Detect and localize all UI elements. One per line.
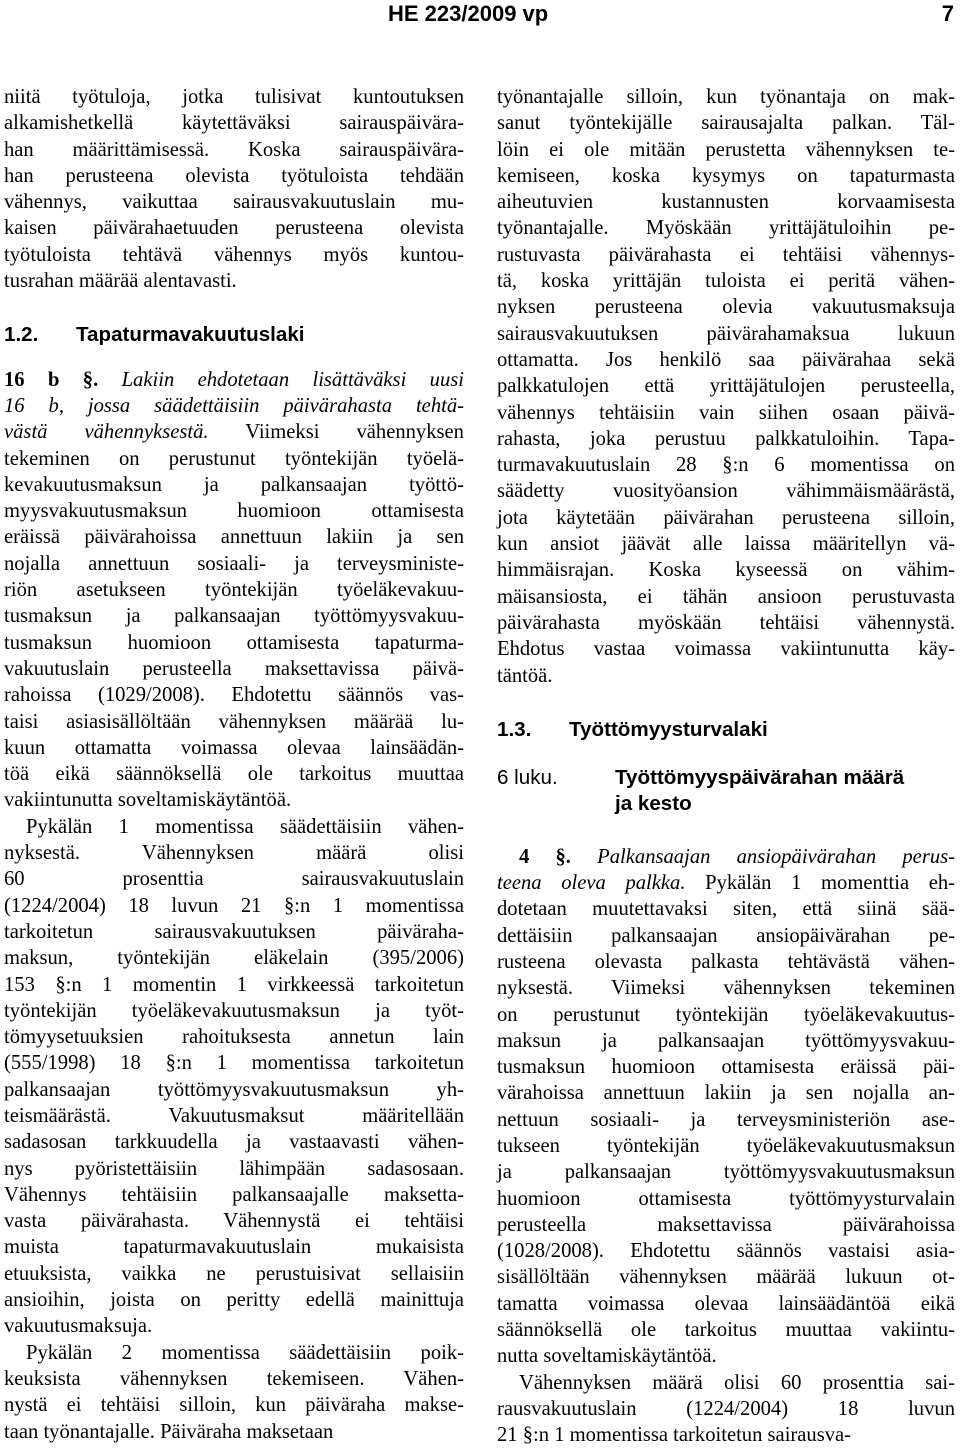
- text-line: himmäisrajan. Koska kyseessä on vähim-: [497, 559, 955, 582]
- text-line: tömyysetuuksien rahoituksesta annetun lain: [4, 1026, 464, 1049]
- chapter-title-line: Työttömyyspäivärahan määrä: [615, 766, 905, 790]
- paragraph-heading-italic: västä vähennyksestä.: [4, 421, 209, 444]
- text-line: säännöksellä ole tarkoitus muuttaa vakiintu-: [497, 1319, 955, 1342]
- text-line: niitä työtuloja, jotka tulisivat kuntoutuksen: [4, 86, 464, 108]
- left-column: [4, 84, 464, 1445]
- text-line: alkamishetkellä käytettäväksi sairauspäivära-: [4, 112, 464, 135]
- text-line: [497, 844, 955, 870]
- text-line: han määrittämisessä. Koska sairauspäivära-: [4, 138, 464, 161]
- paragraph-heading-italic: Palkansaajan ansiopäivärahan perus-: [570, 845, 956, 868]
- text-line: keuksista vähennyksen tekemiseen. Vähen-: [4, 1367, 464, 1390]
- paragraph-text: Pykälän 1 momenttia eh-: [685, 872, 955, 895]
- text-line: taan työnantajalle. Päiväraha maksetaan: [4, 1420, 334, 1443]
- text-line: vakuutuslain perusteella maksettavissa päivä-: [4, 657, 464, 680]
- paragraph-moment-2: [4, 1340, 464, 1445]
- text-line: nojalla annettuun sosiaali- ja terveysministe-: [4, 552, 464, 575]
- text-line: maksun ja palkansaajan työttömyysvakuu-: [497, 1029, 955, 1052]
- text-line: nettuun sosiaali- ja terveysministeriön ase-: [497, 1108, 955, 1131]
- text-line: ottamatta. Jos henkilö saa päivärahaa sekä: [497, 348, 955, 371]
- text-line: tekeminen on perustunut työntekijän työelä-: [4, 447, 464, 470]
- text-line: sadasosan tarkkuudella ja vastaavasti vähen-: [4, 1131, 464, 1154]
- text-line: han perusteena olevista työtuloista tehdään: [4, 164, 464, 187]
- text-line: värahoissa annettuun lakiin ja sen nojalla an-: [497, 1082, 955, 1105]
- section-title: Tapaturmavakuutuslaki: [76, 323, 305, 347]
- text-line: teismäärästä. Vakuutusmaksut määritellään: [4, 1104, 464, 1127]
- text-line: [497, 870, 955, 896]
- text-line: 153 §:n 1 momentin 1 virkkeessä tarkoitetun: [4, 973, 464, 996]
- paragraph-heading-italic: Lakiin ehdotetaan lisättäväksi uusi: [98, 368, 464, 391]
- text-line: mäisansiosta, ei tähän ansioon perustuvasta: [497, 585, 955, 608]
- text-line: tukseen työntekijän työeläkevakuutusmaksun: [497, 1134, 955, 1157]
- right-column: [497, 84, 955, 1449]
- text-line: (1224/2004) 18 luvun 21 §:n 1 momentissa: [4, 894, 464, 917]
- paragraph-body: [4, 446, 464, 814]
- text-line: löin ei ole mitään perustetta vähennyksen te-: [497, 138, 955, 161]
- page-header: [0, 0, 960, 40]
- text-line: vakuutusmaksuja.: [4, 1315, 153, 1338]
- text-line: nyksestä. Vähennyksen määrä olisi: [4, 842, 464, 865]
- paragraph-continued: [497, 84, 955, 689]
- paragraph-text: Viimeksi vähennyksen: [208, 421, 464, 444]
- paragraph-lead: 16 b §.: [4, 368, 99, 391]
- chapter-number: 6 luku.: [497, 766, 558, 790]
- text-line: päivärahasta myöskään tehtäisi vähennystä.: [497, 611, 955, 634]
- text-line: kuun ottamatta voimassa olevaa lainsäädän-: [4, 736, 464, 759]
- text-line: perusteella maksettavissa päivärahoissa: [497, 1213, 955, 1236]
- text-line: huomioon ottamisesta työttömyysturvalain: [497, 1187, 955, 1210]
- text-line: Ehdotus vastaa voimassa vakiintunutta käy-: [497, 638, 955, 661]
- text-line: rausvakuutuslain (1224/2004) 18 luvun: [497, 1397, 955, 1420]
- text-line: (1028/2008). Ehdotettu säännös vastaisi asia-: [497, 1240, 955, 1263]
- paragraph-4: [497, 844, 955, 1370]
- section-number: 1.2.: [4, 323, 39, 347]
- text-line: vähennys, vaikuttaa sairausvakuutuslain mu-: [4, 191, 464, 214]
- text-line: myysvakuutusmaksun huomioon ottamisesta: [4, 500, 464, 523]
- text-line: vasta päivärahasta. Vähennystä ei tehtäisi: [4, 1210, 464, 1233]
- paragraph-lead: 4 §.: [519, 845, 571, 868]
- text-line: [4, 419, 464, 445]
- text-line: tusmaksun ja palkansaajan työttömyysvakuu-: [4, 605, 464, 628]
- text-line: sisällöltään vähennyksen määrää lukuun ot-: [497, 1266, 955, 1289]
- paragraph-amount: [497, 1370, 955, 1449]
- text-line: rustuvasta päivärahasta ei tehtäisi vähennys-: [497, 243, 955, 266]
- chapter-title-line: ja kesto: [615, 792, 692, 816]
- text-line: taisi asiasisällöltään vähennyksen määrää lu-: [4, 710, 464, 733]
- text-line: rahoissa (1029/2008). Ehdotettu säännös vas-: [4, 684, 464, 707]
- paragraph-body: [497, 896, 955, 1369]
- text-line: 60 prosenttia sairausvakuutuslain: [4, 868, 464, 891]
- text-line: ja palkansaajan työttömyysvakuutusmaksun: [497, 1161, 955, 1184]
- text-line: tusrahan määrää alentavasti.: [4, 270, 237, 293]
- text-line: 21 §:n 1 momentissa tarkoitetun sairausva-: [497, 1424, 852, 1447]
- text-line: sanut työntekijälle sairausajalta palkan. Täl-: [497, 112, 955, 135]
- text-line: tä, koska yrittäjän tuloista ei peritä vähen-: [497, 270, 955, 293]
- intro-paragraph: [4, 84, 464, 294]
- text-line: (555/1998) 18 §:n 1 momentissa tarkoitetun: [4, 1052, 464, 1075]
- text-line: tusmaksun huomioon ottamisesta eräissä päi-: [497, 1056, 955, 1079]
- text-line: dettäisiin palkansaajan ansiopäivärahan pe-: [497, 924, 955, 947]
- text-line: turmavakuutuslain 28 §:n 6 momentissa on: [497, 454, 955, 477]
- text-line: säädetty vuosityöansion vähimmäismäärästä,: [497, 480, 955, 503]
- text-line: nys pyöristettäisiin lähimpään sadasosaan.: [4, 1157, 464, 1180]
- text-line: täntöä.: [497, 664, 553, 687]
- text-line: etuuksista, vaikka ne perustuisivat sellaisiin: [4, 1262, 464, 1285]
- paragraph-16b: [4, 367, 464, 814]
- text-line: palkkatulojen että yrittäjätulojen perusteella,: [497, 375, 955, 398]
- text-line: Pykälän 1 momentissa säädettäisiin vähen-: [26, 815, 464, 838]
- text-line: maksun, työntekijän eläkelain (395/2006): [4, 947, 464, 970]
- page-number: 7: [941, 1, 954, 26]
- section-number: 1.3.: [497, 717, 532, 741]
- text-line: kevakuutusmaksun ja palkansaajan työttö-: [4, 473, 464, 496]
- chapter-title: [615, 765, 904, 818]
- text-line: Vähennyksen määrä olisi 60 prosenttia sai-: [519, 1371, 955, 1394]
- text-line: kemiseen, koska kysymys on tapaturmasta: [497, 164, 955, 187]
- text-line: kaisen päivärahaetuuden perusteena olevista: [4, 217, 464, 240]
- text-line: on perustunut työntekijän työeläkevakuutus-: [497, 1003, 955, 1026]
- text-line: vakiintunutta soveltamiskäytäntöä.: [4, 789, 292, 812]
- text-line: dotetaan muutettavaksi siten, että siinä sää-: [497, 898, 955, 921]
- text-line: rahasta, joka perustuu palkkatuloihin. Tapa-: [497, 427, 955, 450]
- section-title: Työttömyysturvalaki: [569, 717, 768, 741]
- text-line: tusmaksun huomioon ottamisesta tapaturma-: [4, 631, 464, 654]
- paragraph-moment-1: [4, 814, 464, 1340]
- text-line: nystä ei tehtäisi silloin, kun päiväraha makse-: [4, 1394, 464, 1417]
- text-line: [4, 367, 464, 393]
- text-line: työnantajalle. Myöskään yrittäjätuloihin pe-: [497, 217, 955, 240]
- text-line: työnantajalle silloin, kun työnantaja on mak-: [497, 86, 955, 108]
- text-line: palkansaajan työttömyysvakuutusmaksun yh-: [4, 1078, 464, 1101]
- text-line: 16 b, jossa säädettäisiin päivärahasta tehtä-: [4, 394, 464, 417]
- text-line: tarkoitetun sairausvakuutuksen päivärаha-: [4, 920, 464, 943]
- paragraph-heading-italic: teena oleva palkka.: [497, 872, 686, 895]
- text-line: nyksen perusteena olevia vakuutusmaksuja: [497, 296, 955, 319]
- text-line: vähennys tehtäisiin vain siihen osaan päivä-: [497, 401, 955, 424]
- text-line: eräissä päivärahoissa annettuun lakiin ja sen: [4, 526, 464, 549]
- text-line: tamatta voimassa olevaa lainsäädäntöä eikä: [497, 1292, 955, 1315]
- section-heading-1-2: [4, 322, 464, 348]
- document-id: HE 223/2009 vp: [388, 1, 549, 26]
- section-heading-1-3: [497, 717, 955, 743]
- text-line: työntekijän työeläkevakuutusmaksun ja työt-: [4, 999, 464, 1022]
- text-line: muista tapaturmavakuutuslain mukaisista: [4, 1236, 464, 1259]
- text-line: rusteena olevasta palkasta tehtävästä vähen-: [497, 950, 955, 973]
- text-line: Vähennys tehtäisiin palkansaajalle maksetta-: [4, 1183, 464, 1206]
- text-line: jota käytetään päivärahan perusteena silloin,: [497, 506, 955, 529]
- text-line: aiheutuvien kustannusten korvaamisesta: [497, 191, 955, 214]
- chapter-heading: [497, 765, 955, 818]
- text-line: kun ansiot jäävät alle laissa määritellyn vä-: [497, 533, 955, 556]
- text-line: nyksestä. Viimeksi vähennyksen tekeminen: [497, 977, 955, 1000]
- text-line: Pykälän 2 momentissa säädettäisiin poik-: [26, 1341, 464, 1364]
- text-line: sairausvakuutuksen päivärahamaksua lukuun: [497, 322, 955, 345]
- text-line: ansioihin, joista on peritty edellä mainittuja: [4, 1289, 464, 1312]
- text-line: työtuloista tehtävä vähennys myös kuntou-: [4, 243, 464, 266]
- text-line: riön asetukseen työntekijän työeläkevakuu-: [4, 579, 464, 602]
- text-line: töä eikä säännöksellä ole tarkoitus muuttaa: [4, 763, 464, 786]
- text-line: nutta soveltamiskäytäntöä.: [497, 1345, 717, 1368]
